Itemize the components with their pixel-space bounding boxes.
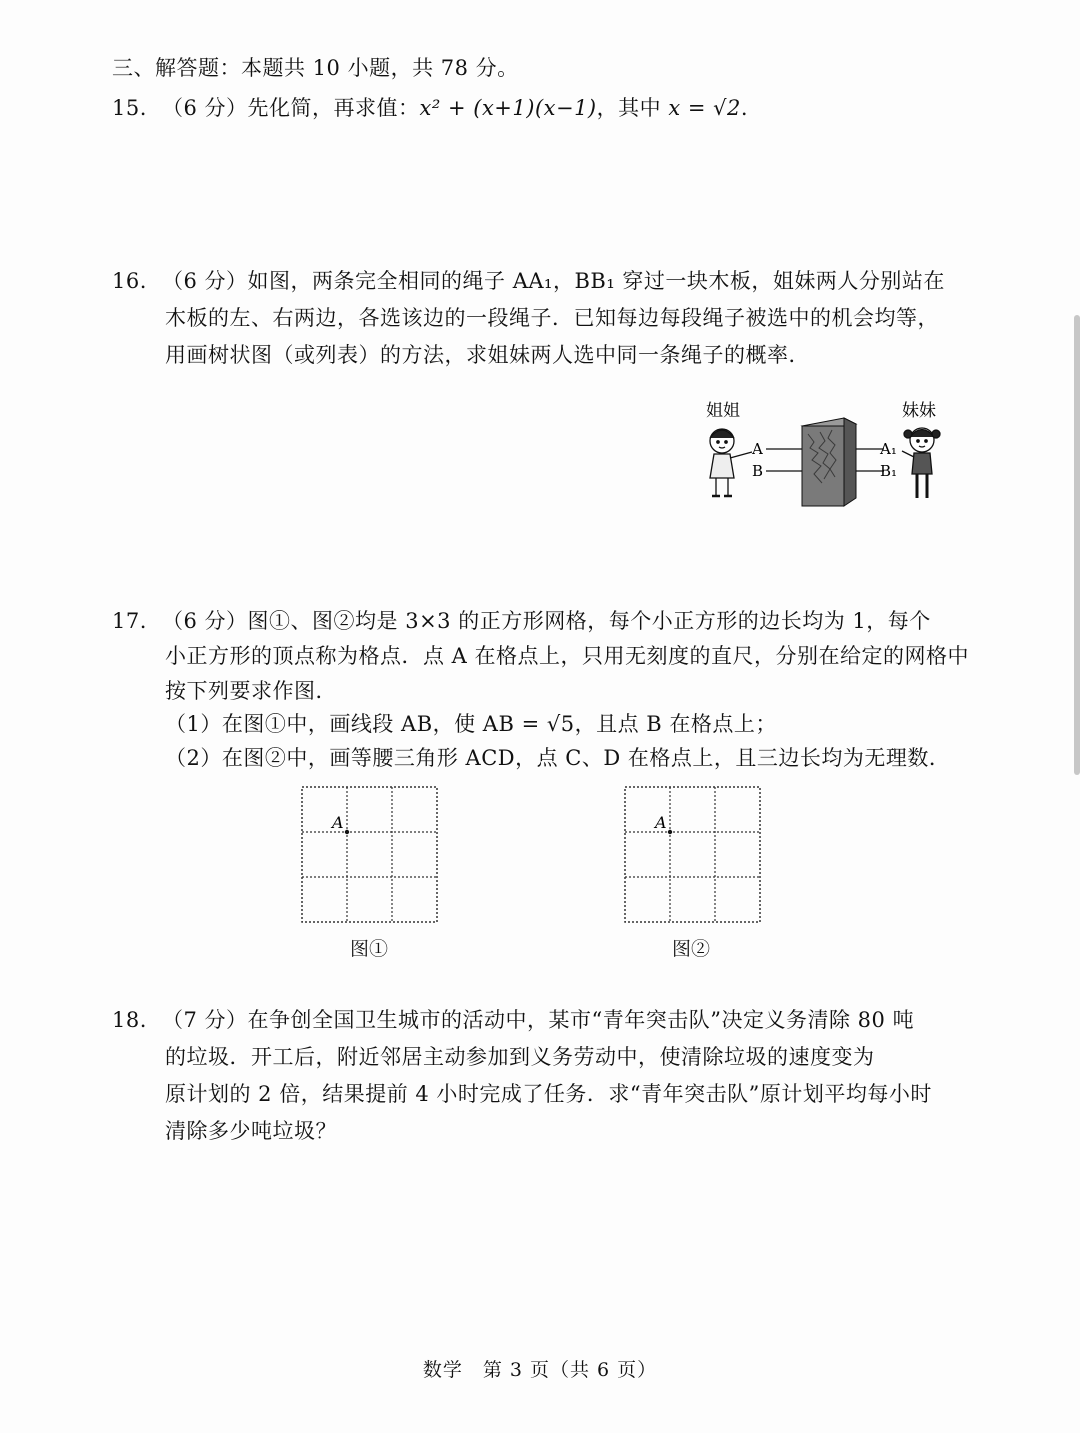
question-text: （6 分）图①、图②均是 3×3 的正方形网格，每个小正方形的边长均为 1，每个 [162,609,931,633]
question-number: 16. [112,269,147,293]
question-16-line-1 [112,265,945,297]
rope-a-right-label: A₁ [880,440,897,458]
point-a-label: A [332,813,344,832]
left-girl-label: 姐姐 [706,401,740,421]
rope-board-illustration [694,394,956,510]
grid-figure-2 [624,786,764,930]
grid-2-caption: 图② [672,938,711,960]
question-text: （7 分）在争创全国卫生城市的活动中，某市“青年突击队”决定义务清除 80 吨 [162,1008,915,1032]
question-text: （6 分）如图，两条完全相同的绳子 AA₁，BB₁ 穿过一块木板，姐妹两人分别站在 [162,269,945,293]
grid-border [302,787,437,922]
grid-2 [624,786,764,926]
rope-a-left-label: A [752,440,763,458]
grid-figure-1 [301,786,441,930]
question-17-part-1: （1）在图①中，画线段 AB，使 AB = √5，且点 B 在格点上； [165,712,777,736]
scrollbar-thumb[interactable] [1074,315,1080,775]
point-a [345,830,349,834]
wood-board-icon [802,418,856,506]
rope-b-left-label: B [752,462,764,480]
grid-border [625,787,760,922]
question-18-line-1 [112,1004,914,1036]
question-15 [112,92,748,124]
question-17-part-2: （2）在图②中，画等腰三角形 ACD，点 C、D 在格点上，且三边长均为无理数． [165,746,951,770]
question-17-line-1 [112,605,931,637]
question-16-line-2: 木板的左、右两边，各选该边的一段绳子．已知每边每段绳子被选中的机会均等， [165,306,939,330]
question-text: （6 分）先化简，再求值： [162,96,420,120]
question-17-line-3: 按下列要求作图． [165,679,337,703]
rope-b-right-label: B₁ [880,462,898,480]
grid-1-caption: 图① [350,938,389,960]
question-number: 18. [112,1008,147,1032]
rope-board-figure [694,394,956,514]
section-title: 三、解答题：本题共 10 小题，共 78 分。 [112,56,519,80]
math-condition: x = √2 [668,96,741,120]
right-girl-label: 妹妹 [902,401,936,421]
question-number: 17. [112,609,147,633]
question-number: 15. [112,96,147,120]
point-a-label: A [655,813,667,832]
question-18-line-2: 的垃圾．开工后，附近邻居主动参加到义务劳动中，使清除垃圾的速度变为 [165,1045,875,1069]
left-girl-icon [710,429,752,496]
question-16-line-3: 用画树状图（或列表）的方法，求姐妹两人选中同一条绳子的概率． [165,343,810,367]
question-18-line-4: 清除多少吨垃圾？ [165,1119,337,1143]
point-a [668,830,672,834]
grid-1 [301,786,441,926]
right-girl-icon [902,428,940,498]
question-17-line-2: 小正方形的顶点称为格点．点 A 在格点上，只用无刻度的直尺，分别在给定的网格中 [165,644,970,668]
question-18-line-3: 原计划的 2 倍，结果提前 4 小时完成了任务．求“青年突击队”原计划平均每小时 [165,1082,932,1106]
page-footer: 数学 第 3 页（共 6 页） [422,1359,658,1381]
math-expression: x² + (x+1)(x−1) [419,96,597,120]
question-text: . [740,96,749,120]
question-text: ，其中 [596,96,669,120]
